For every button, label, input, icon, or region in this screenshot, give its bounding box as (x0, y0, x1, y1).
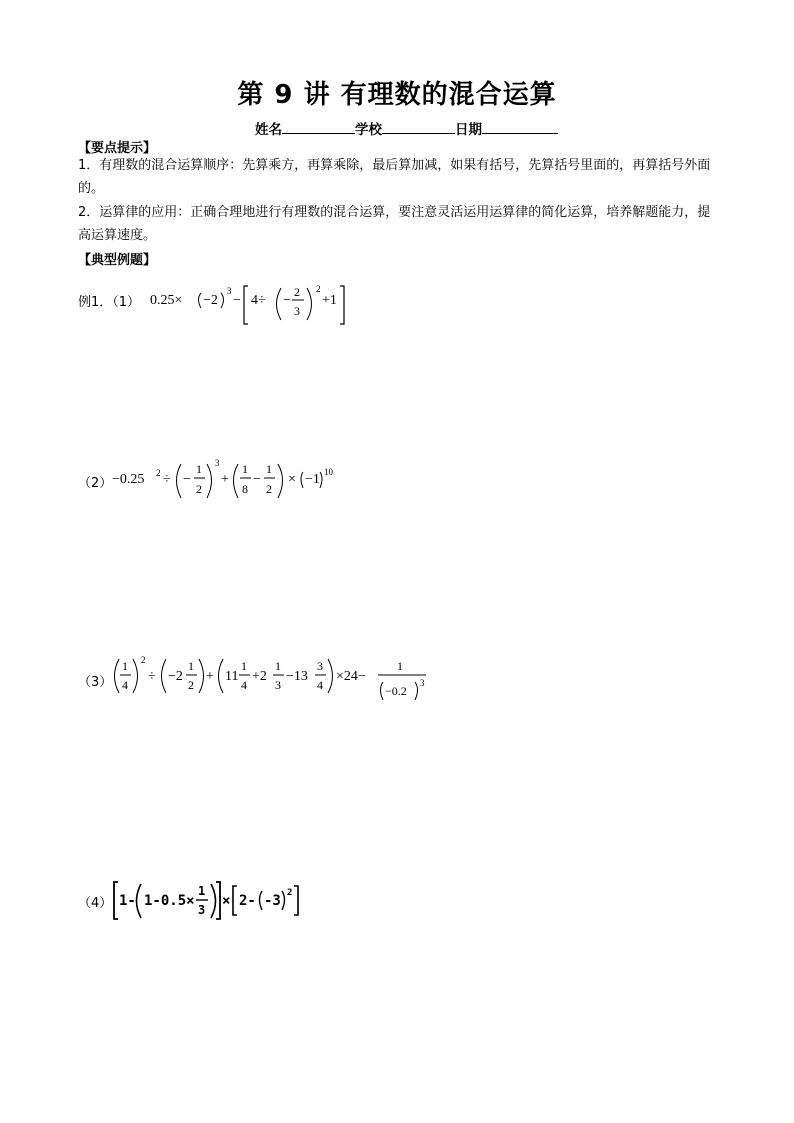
numerator: 1 (241, 659, 247, 673)
left-paren (199, 293, 202, 308)
problem-4-expression (110, 877, 310, 925)
left-paren (115, 659, 120, 693)
right-paren (415, 682, 418, 700)
school-blank (382, 121, 455, 134)
problem-4-label: （4） (78, 896, 113, 911)
term: ÷ (148, 669, 156, 684)
denominator: 4 (241, 678, 247, 692)
term: -3 (264, 893, 281, 909)
right-bracket (340, 286, 344, 324)
key-point-2: 2．运算律的应用：正确合理地进行有理数的混合运算，要注意灵活运用运算律的简化运算，培养解题能力，提高运算速度。 (78, 205, 711, 243)
left-paren (219, 659, 224, 693)
denominator: 4 (317, 678, 323, 692)
right-paren (278, 464, 283, 498)
left-paren (381, 682, 384, 700)
term: 1-0.5× (144, 893, 195, 909)
student-info-line (255, 118, 558, 138)
term: × (222, 893, 231, 909)
exponent: 2 (141, 655, 146, 665)
right-paren (221, 293, 224, 308)
right-paren (307, 288, 312, 320)
numerator: 1 (198, 884, 206, 898)
problem-3-label: （3） (78, 675, 113, 690)
numerator: 1 (275, 659, 281, 673)
term: −1 (305, 472, 320, 487)
term: − (283, 293, 291, 308)
right-paren (328, 659, 333, 693)
term: × (288, 472, 296, 487)
denominator: 8 (242, 482, 248, 496)
problem-2-label: （2） (78, 476, 113, 491)
right-bracket (294, 886, 298, 915)
numerator: 3 (317, 659, 323, 673)
term: +2 (252, 669, 267, 684)
key-points-heading: 【要点提示】 (78, 141, 157, 156)
denominator: 2 (188, 678, 194, 692)
denominator: 4 (122, 678, 128, 692)
term: −0.25 (112, 472, 145, 487)
right-paren (133, 659, 138, 693)
exponent: 3 (227, 286, 232, 296)
term: + (221, 472, 229, 487)
exponent: 2 (316, 284, 321, 294)
term: −13 (286, 669, 308, 684)
denominator: 2 (196, 482, 202, 496)
left-paren (234, 464, 239, 498)
problem-3-expression (108, 652, 438, 706)
numerator: 2 (294, 285, 300, 299)
term: 2- (239, 893, 256, 909)
term: − (253, 472, 261, 487)
denominator: 2 (266, 482, 272, 496)
left-paren (277, 288, 282, 320)
term: − (233, 293, 241, 308)
left-bracket (114, 882, 118, 919)
left-paren (137, 884, 142, 918)
denominator: −0.2 (385, 684, 407, 698)
term: 11 (225, 669, 239, 684)
left-paren (260, 891, 263, 910)
left-paren (177, 464, 182, 498)
examples-heading: 【典型例题】 (78, 253, 157, 268)
term: ÷ (163, 472, 171, 487)
left-bracket (244, 286, 248, 324)
numerator: 1 (266, 462, 272, 476)
page-title: 第 9 讲 有理数的混合运算 (237, 80, 557, 110)
key-point-1: 1．有理数的混合运算顺序：先算乘方，再算乘除，最后算加减，如果有括号，先算括号里面的，再算括号外面的。 (78, 158, 711, 196)
right-paren (282, 891, 285, 910)
term: −2 (203, 293, 218, 308)
numerator: 1 (196, 462, 202, 476)
right-paren (211, 884, 216, 918)
term: ×24− (336, 669, 366, 684)
term: 4÷ (251, 293, 266, 308)
left-paren (301, 472, 303, 488)
denominator: 3 (294, 304, 300, 318)
problem-1-label: （1） (112, 295, 141, 310)
term: − (183, 472, 191, 487)
numerator: 1 (188, 659, 194, 673)
exponent: 2 (156, 468, 161, 478)
problem-2-expression (110, 456, 350, 504)
name-blank (282, 121, 355, 134)
left-paren (162, 659, 167, 693)
name-label: 姓名 (255, 122, 282, 138)
term: 1- (119, 893, 136, 909)
term: 0.25× (150, 293, 183, 308)
left-bracket (233, 886, 237, 915)
numerator: 1 (242, 462, 248, 476)
right-bracket (216, 882, 220, 919)
example-number: 例1． (78, 295, 113, 310)
right-paren (207, 464, 212, 498)
denominator: 3 (198, 903, 206, 917)
problem-1-expression (148, 282, 358, 330)
date-blank (482, 121, 558, 134)
exponent: 2 (287, 888, 293, 898)
date-label: 日期 (455, 122, 482, 138)
numerator: 1 (397, 659, 403, 673)
example-1-label (78, 291, 140, 310)
right-paren (199, 659, 204, 693)
exponent: 3 (420, 678, 425, 688)
term: −2 (168, 669, 183, 684)
term: +1 (322, 293, 337, 308)
denominator: 3 (275, 678, 281, 692)
term: + (206, 669, 214, 684)
school-label: 学校 (355, 122, 382, 138)
exponent: 10 (324, 467, 333, 477)
right-paren (320, 472, 322, 488)
numerator: 1 (122, 659, 128, 673)
exponent: 3 (215, 458, 220, 468)
